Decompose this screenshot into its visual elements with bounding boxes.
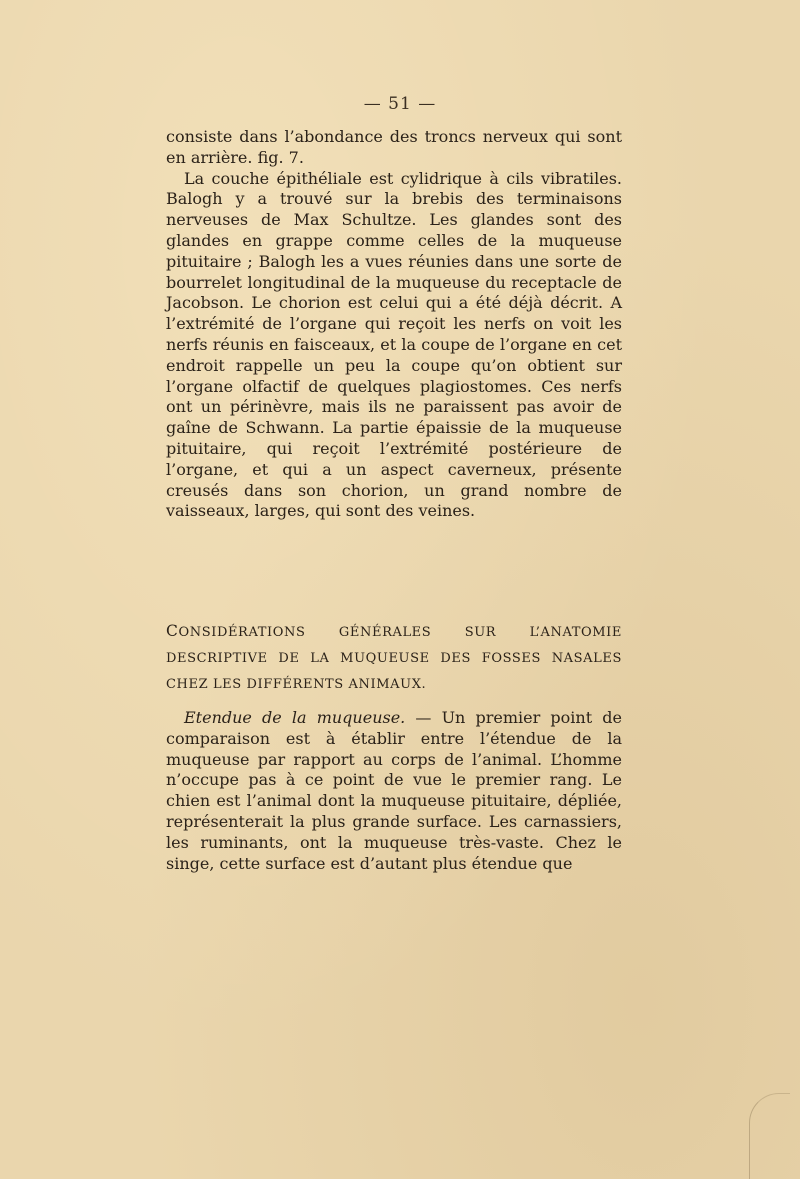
paragraph-epithelium: La couche épithéliale est cylidrique à cils vibratiles. Balogh y a trouvé sur la brebis des terminaisons nerveuses de Max Schultze. Les glandes sont des glandes en grappe comme celles de la muqueuse pituitaire ; Balogh les a vues réunies dans une sorte de bourrelet longitudinal de la muqueuse du receptacle de Jacobson. Le chorion est celui qui a été déjà décrit. A l’extrémité de l’organe qui reçoit les nerfs on voit les nerfs réunis en faisceaux, et la coupe de l’organe en cet endroit rappelle un peu la coupe qu’on obtient sur l’organe olfactif de quelques plagiostomes. Ces nerfs ont un périnèvre, mais ils ne paraissent pas avoir de gaîne de Schwann. La partie épaissie de la muqueuse pituitaire, qui reçoit l’extrémité postérieure de l’organe, et qui a un aspect caverneux, présente creusés dans son chorion, un grand nombre de vaisseaux, larges, qui sont des veines. xyxy=(166,168,622,521)
paragraph-etendue-text: — Un premier point de comparaison est à établir entre l’étendue de la muqueuse par rapport au corps de l’animal. L’homme n’occupe pas à ce point de vue le premier rang. Le chien est l’animal dont la muqueuse pituitaire, dépliée, représenterait la plus grande surface. Les carnassiers, les ruminants, ont la muqueuse très-vaste. Chez le singe, cette surface est d’autant plus étendue que xyxy=(166,708,623,873)
body-text xyxy=(166,127,622,522)
page-corner-mark xyxy=(749,1093,790,1179)
paragraph-continuation: consiste dans l’abondance des troncs nerveux qui sont en arrière. fig. 7. xyxy=(166,127,622,167)
section-heading-initial: C xyxy=(166,622,179,640)
paragraph-etendue xyxy=(166,708,622,874)
section-heading-text: ONSIDÉRATIONS GÉNÉRALES SUR L’ANATOMIE DESCRIPTIVE DE LA MUQUEUSE DES FOSSES NASALES CHEZ LES DIFFÉRENTS ANIMAUX. xyxy=(166,625,622,692)
page-number: — 51 — xyxy=(363,94,437,114)
subsection-title: Etendue de la muqueuse. xyxy=(184,708,406,727)
section-heading xyxy=(166,618,622,698)
section-body xyxy=(166,708,622,874)
